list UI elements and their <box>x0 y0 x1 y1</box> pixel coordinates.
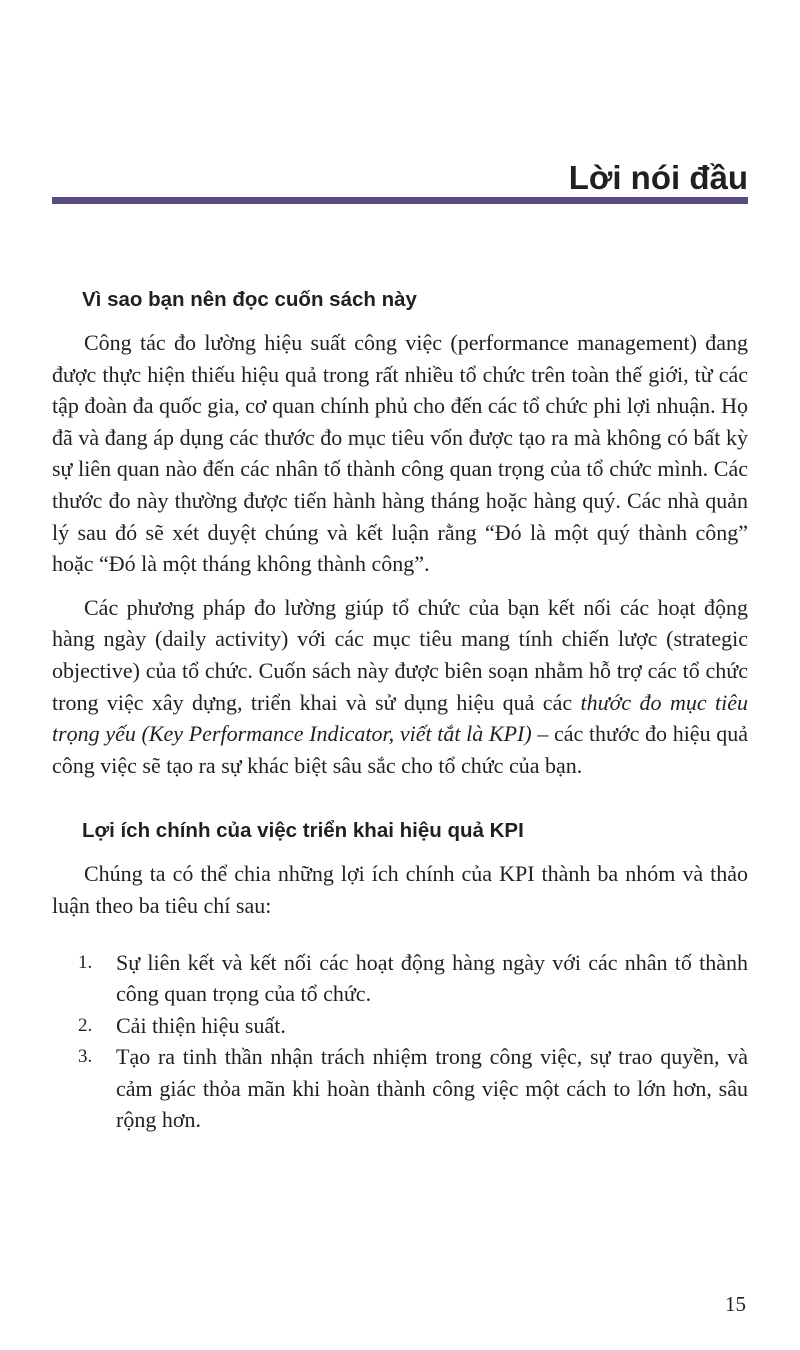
section-heading-kpi-benefits: Lợi ích chính của việc triển khai hiệu quả KPI <box>82 819 524 843</box>
list-number: 3. <box>78 1046 93 1068</box>
chapter-title: Lời nói đầu <box>568 159 748 196</box>
benefits-list <box>52 947 748 1137</box>
paragraph-text: Các phương pháp đo lường giúp tổ chức của bạn kết nối các hoạt động hàng ngày (daily activity) với các mục tiêu mang tính chiến lược (strategic objective) của tổ chức. Cuốn sách này được biên soạn nhằm hỗ trợ các tổ chức trong việc xây dựng, triển khai và sử dụng hiệu quả các <box>52 594 748 715</box>
list-item-text: Cải thiện hiệu suất. <box>116 1012 286 1038</box>
section-heading-why-read: Vì sao bạn nên đọc cuốn sách này <box>82 288 417 311</box>
list-number: 1. <box>78 951 93 973</box>
title-divider <box>52 197 748 204</box>
body-paragraph: Công tác đo lường hiệu suất công việc (performance management) đang được thực hiện thiếu hiệu quả trong rất nhiều tổ chức trên toàn thế giới, từ các tập đoàn đa quốc gia, cơ quan chính phủ cho đến các tổ chức phi lợi nhuận. Họ đã và đang áp dụng các thước đo mục tiêu vốn được tạo ra mà không có bất kỳ sự liên quan nào đến các nhân tố thành công quan trọng của tổ chức mình. Các thước đo này thường được tiến hành hàng tháng hoặc hàng quý. Các nhà quản lý sau đó sẽ xét duyệt chúng và kết luận rằng “Đó là một quý thành công” hoặc “Đó là một tháng không thành công”. <box>52 330 748 577</box>
kpi-term-italic: thước đo mục tiêu trọng yếu (Key Performance Indicator, viết tắt là KPI) <box>52 689 748 747</box>
list-item-text: Sự liên kết và kết nối các hoạt động hàng ngày với các nhân tố thành công quan trọng của tổ chức. <box>116 949 748 1007</box>
page-number: 15 <box>725 1292 746 1316</box>
paragraph-text: – các thước đo hiệu quả công việc sẽ tạo ra sự khác biệt sâu sắc cho tổ chức của bạn. <box>52 721 748 778</box>
list-item <box>52 947 748 1010</box>
body-paragraph: Chúng ta có thể chia những lợi ích chính của KPI thành ba nhóm và thảo luận theo ba tiêu chí sau: <box>52 861 748 918</box>
list-number: 2. <box>78 1014 93 1036</box>
page-content <box>52 284 748 1136</box>
list-item-text: Tạo ra tinh thần nhận trách nhiệm trong công việc, sự trao quyền, và cảm giác thỏa mãn khi hoàn thành công việc một cách to lớn hơn, sâu rộng hơn. <box>116 1044 748 1133</box>
list-item <box>52 1041 748 1136</box>
list-item <box>52 1010 748 1042</box>
body-paragraph <box>52 592 748 782</box>
